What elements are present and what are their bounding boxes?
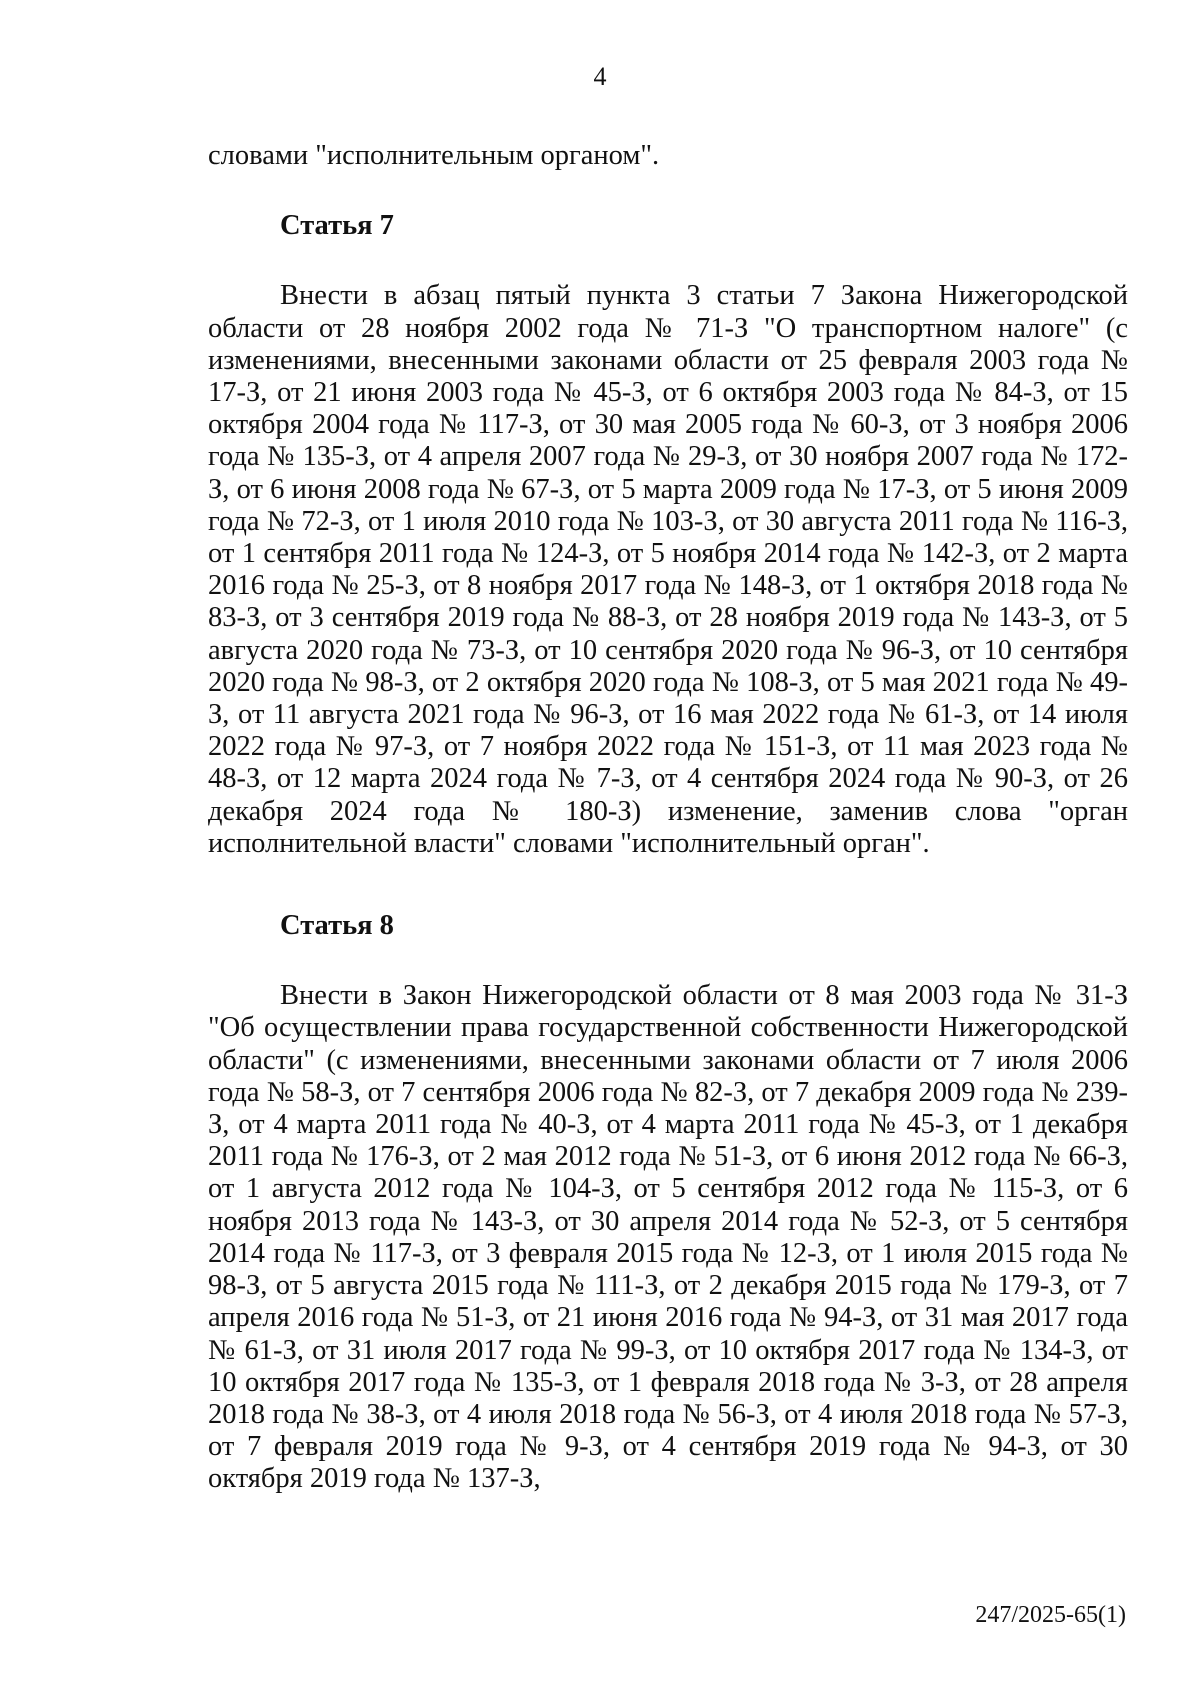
article-7-heading: Статья 7 — [280, 210, 394, 242]
article-8-heading: Статья 8 — [280, 910, 394, 942]
document-code: 247/2025-65(1) — [975, 1602, 1126, 1628]
continuation-text: словами "исполнительным органом". — [208, 140, 660, 171]
article-7-text: Внести в абзац пятый пункта 3 статьи 7 Закона Нижегородской области от 28 ноября 2002 года № 71-З "О транспортном налоге" (с изменениями, внесенными законами области от 25 февраля 2003 года № 17-З, от 21 июня 2003 года № 45-З, от 6 октября 2003 года № 84-З, от 15 октября 2004 года № 117-З, от 30 мая 2005 года № 60-З, от 3 ноября 2006 года № 135-З, от 4 апреля 2007 года № 29-З, от 30 ноября 2007 года № 172-З, от 6 июня 2008 года № 67-З, от 5 марта 2009 года № 17-З, от 5 июня 2009 года № 72-З, от 1 июля 2010 года № 103-З, от 30 августа 2011 года № 116-З, от 1 сентября 2011 года № 124-З, от 5 ноября 2014 года № 142-З, от 2 марта 2016 года № 25-З, от 8 ноября 2017 года № 148-З, от 1 октября 2018 года № 83-З, от 3 сентября 2019 года № 88-З, от 28 ноября 2019 года № 143-З, от 5 августа 2020 года № 73-З, от 10 сентября 2020 года № 96-З, от 10 сентября 2020 года № 98-З, от 2 октября 2020 года № 108-З, от 5 мая 2021 года № 49-З, от 11 августа 2021 года № 96-З, от 16 мая 2022 года № 61-З, от 14 июля 2022 года № 97-З, от 7 ноября 2022 года № 151-З, от 11 мая 2023 года № 48-З, от 12 марта 2024 года № 7-З, от 4 сентября 2024 года № 90-З, от 26 декабря 2024 года № 180-З) изменение, заменив слова "орган исполнительной власти" словами "исполнительный орган". — [208, 280, 1128, 859]
document-body — [208, 140, 1128, 1496]
page-number: 4 — [593, 62, 607, 91]
article-8-text: Внести в Закон Нижегородской области от 8 мая 2003 года № 31-З "Об осуществлении права государственной собственности Нижегородской области" (с изменениями, внесенными законами области от 7 июля 2006 года № 58-З, от 7 сентября 2006 года № 82-З, от 7 декабря 2009 года № 239-З, от 4 марта 2011 года № 40-З, от 4 марта 2011 года № 45-З, от 1 декабря 2011 года № 176-З, от 2 мая 2012 года № 51-З, от 6 июня 2012 года № 66-З, от 1 августа 2012 года № 104-З, от 5 сентября 2012 года № 115-З, от 6 ноября 2013 года № 143-З, от 30 апреля 2014 года № 52-З, от 5 сентября 2014 года № 117-З, от 3 февраля 2015 года № 12-З, от 1 июля 2015 года № 98-З, от 5 августа 2015 года № 111-З, от 2 декабря 2015 года № 179-З, от 7 апреля 2016 года № 51-З, от 21 июня 2016 года № 94-З, от 31 мая 2017 года № 61-З, от 31 июля 2017 года № 99-З, от 10 октября 2017 года № 134-З, от 10 октября 2017 года № 135-З, от 1 февраля 2018 года № 3-З, от 28 апреля 2018 года № 38-З, от 4 июля 2018 года № 56-З, от 4 июля 2018 года № 57-З, от 7 февраля 2019 года № 9-З, от 4 сентября 2019 года № 94-З, от 30 октября 2019 года № 137-З, — [208, 980, 1128, 1495]
